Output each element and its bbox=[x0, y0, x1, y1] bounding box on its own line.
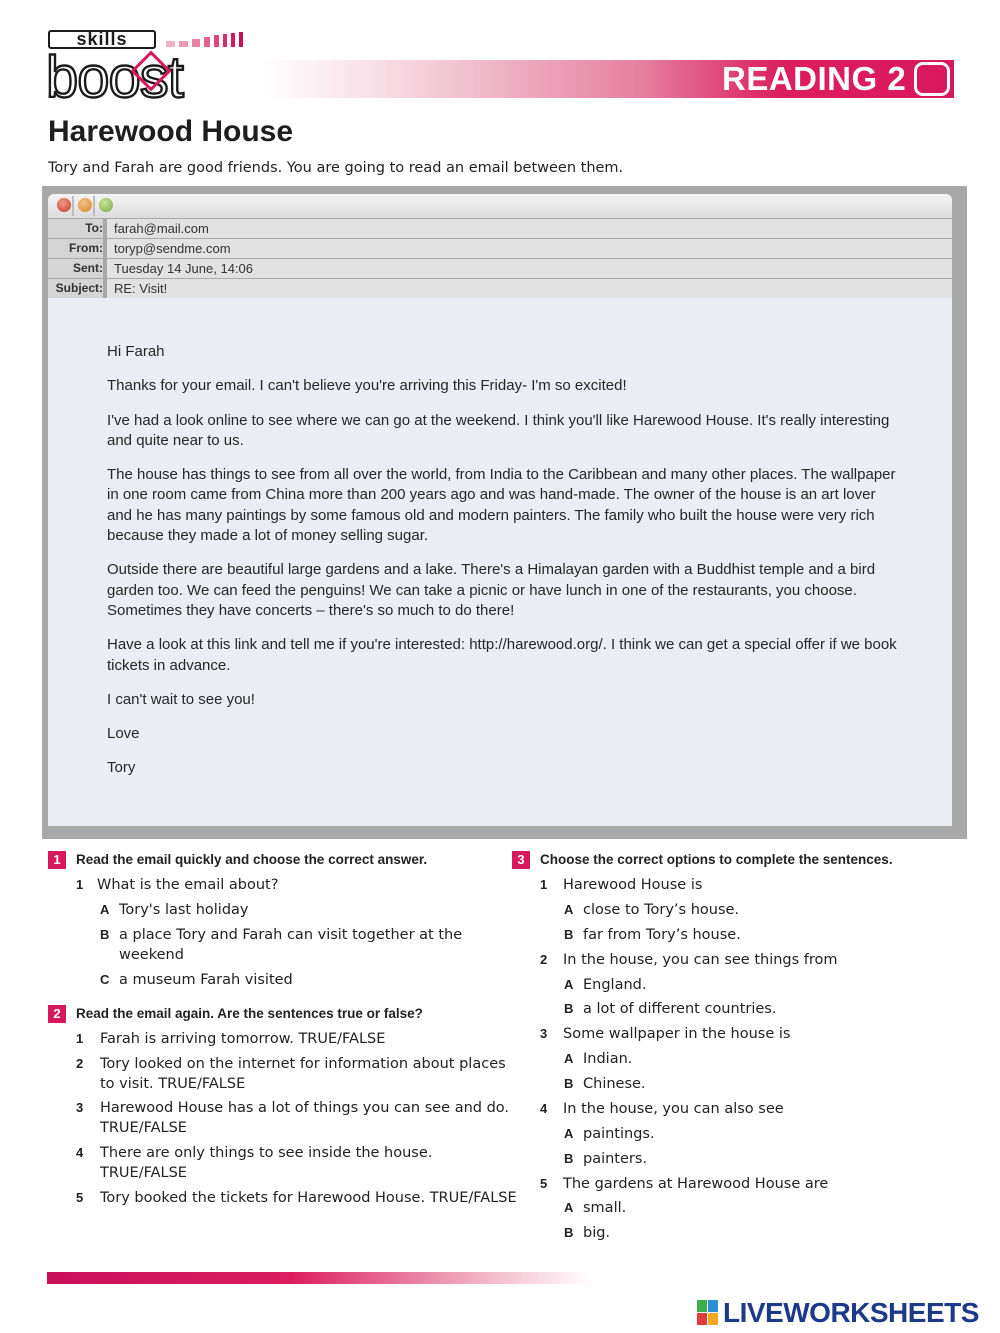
email-paragraph: The house has things to see from all over the world, from India to the Caribbean and many other places. The wallpaper in one room came from China more than 200 years ago and was hand-made. The owner of the house is an art lover and he has many paintings by some famous old and modern painters. The family who built the house were very rich because they made a lot of money selling sugar. bbox=[107, 466, 896, 545]
option-letter: A bbox=[564, 1200, 574, 1215]
exercise-3-number: 3 bbox=[512, 851, 530, 869]
option-text: a place Tory and Farah can visit together at the bbox=[119, 927, 463, 943]
option-letter: A bbox=[100, 902, 110, 917]
option-letter: A bbox=[564, 1051, 574, 1066]
minimize-window-icon[interactable] bbox=[78, 198, 92, 212]
item-stem: Some wallpaper in the house is bbox=[563, 1026, 791, 1042]
option-text: small. bbox=[583, 1200, 627, 1216]
ex3-option-b[interactable] bbox=[0, 1149, 1000, 1169]
item-stem: Harewood House is bbox=[563, 877, 703, 893]
option-letter: A bbox=[564, 977, 574, 992]
option-letter: B bbox=[564, 1151, 574, 1166]
email-signature: Tory bbox=[107, 759, 136, 777]
ex3-item-stem bbox=[0, 1174, 1000, 1194]
exercise-1-number: 1 bbox=[48, 851, 66, 869]
option-letter: A bbox=[564, 902, 574, 917]
item-text-continued: TRUE/FALSE bbox=[100, 1120, 187, 1136]
item-text-continued: to visit. TRUE/FALSE bbox=[100, 1076, 246, 1092]
exercise-3-instruction: Choose the correct options to complete the sentences. bbox=[540, 852, 893, 867]
logo-skills: skills bbox=[48, 30, 156, 49]
subject-field[interactable]: RE: Visit! bbox=[107, 279, 952, 298]
logo-boost bbox=[46, 50, 261, 102]
option-letter: B bbox=[564, 1225, 574, 1240]
option-text: Tory's last holiday bbox=[119, 902, 249, 918]
item-number: 2 bbox=[540, 952, 548, 967]
option-text: Indian. bbox=[583, 1051, 633, 1067]
item-text-continued: TRUE/FALSE bbox=[100, 1165, 187, 1181]
email-from-row bbox=[48, 239, 952, 258]
subject-label: Subject: bbox=[48, 279, 103, 298]
question-text: What is the email about? bbox=[97, 877, 279, 893]
ex3-item-stem bbox=[0, 1099, 1000, 1119]
email-greeting: Hi Farah bbox=[107, 343, 165, 360]
ex3-option-a[interactable] bbox=[0, 1049, 1000, 1069]
option-text: close to Tory’s house. bbox=[583, 902, 740, 918]
item-stem: In the house, you can also see bbox=[563, 1101, 784, 1117]
maximize-window-icon[interactable] bbox=[99, 198, 113, 212]
item-text: Harewood House has a lot of things you can see and do. bbox=[100, 1100, 510, 1116]
email-to-row bbox=[48, 219, 952, 238]
ex3-option-a[interactable] bbox=[0, 1198, 1000, 1218]
ex3-option-a[interactable] bbox=[0, 900, 1000, 920]
exercise-1-instruction: Read the email quickly and choose the correct answer. bbox=[76, 852, 428, 867]
exercise-2-instruction: Read the email again. Are the sentences true or false? bbox=[76, 1006, 423, 1021]
ex3-option-b[interactable] bbox=[0, 1223, 1000, 1243]
option-letter: A bbox=[564, 1126, 574, 1141]
ex3-item-stem bbox=[0, 1024, 1000, 1044]
item-number: 1 bbox=[76, 1031, 84, 1046]
email-paragraph: I've had a look online to see where we can go at the weekend. I think you'll like Harewood House. It's really interesting and quite near to us. bbox=[107, 411, 890, 449]
to-label: To: bbox=[48, 219, 103, 238]
item-number: 2 bbox=[76, 1056, 84, 1071]
email-sent-row bbox=[48, 259, 952, 278]
option-text: England. bbox=[583, 977, 647, 993]
option-letter: B bbox=[564, 927, 574, 942]
item-text: There are only things to see inside the house. bbox=[100, 1145, 433, 1161]
item-number: 1 bbox=[540, 877, 548, 892]
titlebar-divider bbox=[93, 196, 95, 216]
from-label: From: bbox=[48, 239, 103, 258]
option-text-continued: weekend bbox=[119, 947, 184, 963]
email-paragraph: Have a look at this link and tell me if you're interested: http://harewood.org/. I think we can get a special offer if we book tickets in advance. bbox=[107, 636, 897, 674]
item-text: Tory looked on the internet for information about places bbox=[100, 1056, 506, 1072]
ex3-item-stem bbox=[0, 875, 1000, 895]
ex3-option-a[interactable] bbox=[0, 1124, 1000, 1144]
sent-field: Tuesday 14 June, 14:06 bbox=[107, 259, 952, 278]
page-title: Harewood House bbox=[48, 115, 294, 148]
footer-accent-bar bbox=[47, 1272, 592, 1284]
liveworksheets-logo-icon bbox=[697, 1300, 719, 1326]
exercise-2-number: 2 bbox=[48, 1005, 66, 1023]
item-text: Tory booked the tickets for Harewood House. TRUE/FALSE bbox=[100, 1190, 517, 1206]
ex3-option-b[interactable] bbox=[0, 925, 1000, 945]
ex3-option-b[interactable] bbox=[0, 1074, 1000, 1094]
item-stem: The gardens at Harewood House are bbox=[563, 1176, 829, 1192]
option-text: painters. bbox=[583, 1151, 648, 1167]
to-field[interactable]: farah@mail.com bbox=[107, 219, 952, 238]
email-subject-row bbox=[48, 279, 952, 298]
email-body-text bbox=[107, 342, 897, 793]
option-letter: B bbox=[100, 927, 110, 942]
option-text: a museum Farah visited bbox=[119, 972, 293, 988]
option-letter: B bbox=[564, 1076, 574, 1091]
item-number: 5 bbox=[76, 1190, 84, 1205]
titlebar-divider bbox=[72, 196, 74, 216]
item-number: 3 bbox=[76, 1100, 84, 1115]
email-titlebar bbox=[48, 194, 952, 218]
option-text: big. bbox=[583, 1225, 611, 1241]
intro-text: Tory and Farah are good friends. You are going to read an email between them. bbox=[48, 160, 624, 176]
ex3-option-b[interactable] bbox=[0, 999, 1000, 1019]
item-number: 3 bbox=[540, 1026, 548, 1041]
item-number: 5 bbox=[540, 1176, 548, 1191]
item-number: 4 bbox=[76, 1145, 84, 1160]
question-number: 1 bbox=[76, 877, 84, 892]
email-paragraph: Thanks for your email. I can't believe you're arriving this Friday- I'm so excited! bbox=[107, 377, 627, 395]
close-window-icon[interactable] bbox=[57, 198, 71, 212]
option-text: a lot of different countries. bbox=[583, 1001, 777, 1017]
item-stem: In the house, you can see things from bbox=[563, 952, 838, 968]
email-paragraph: Outside there are beautiful large gardens and a lake. There's a Himalayan garden with a Buddhist temple and a bird garden too. We can feed the penguins! We can take a picnic or have lunch in one of the restaurants, you choose. Sometimes they have concerts – there's so much to do there! bbox=[107, 561, 876, 619]
from-field[interactable]: toryp@sendme.com bbox=[107, 239, 952, 258]
ex3-option-a[interactable] bbox=[0, 975, 1000, 995]
liveworksheets-brand[interactable]: LIVEWORKSHEETS bbox=[723, 1297, 979, 1328]
ex3-item-stem bbox=[0, 950, 1000, 970]
logo-boost-text: boost bbox=[46, 50, 183, 102]
option-text: paintings. bbox=[583, 1126, 655, 1142]
option-text: Chinese. bbox=[583, 1076, 646, 1092]
option-letter: B bbox=[564, 1001, 574, 1016]
item-text: Farah is arriving tomorrow. TRUE/FALSE bbox=[100, 1031, 386, 1047]
item-number: 4 bbox=[540, 1101, 548, 1116]
option-text: far from Tory’s house. bbox=[583, 927, 741, 943]
logo-bars-decoration bbox=[166, 32, 250, 50]
sent-label: Sent: bbox=[48, 259, 103, 278]
option-letter: C bbox=[100, 972, 110, 987]
section-title: READING 2 bbox=[722, 60, 907, 97]
email-signoff: Love bbox=[107, 725, 140, 743]
email-paragraph: I can't wait to see you! bbox=[107, 690, 255, 708]
section-badge-box bbox=[914, 62, 950, 96]
